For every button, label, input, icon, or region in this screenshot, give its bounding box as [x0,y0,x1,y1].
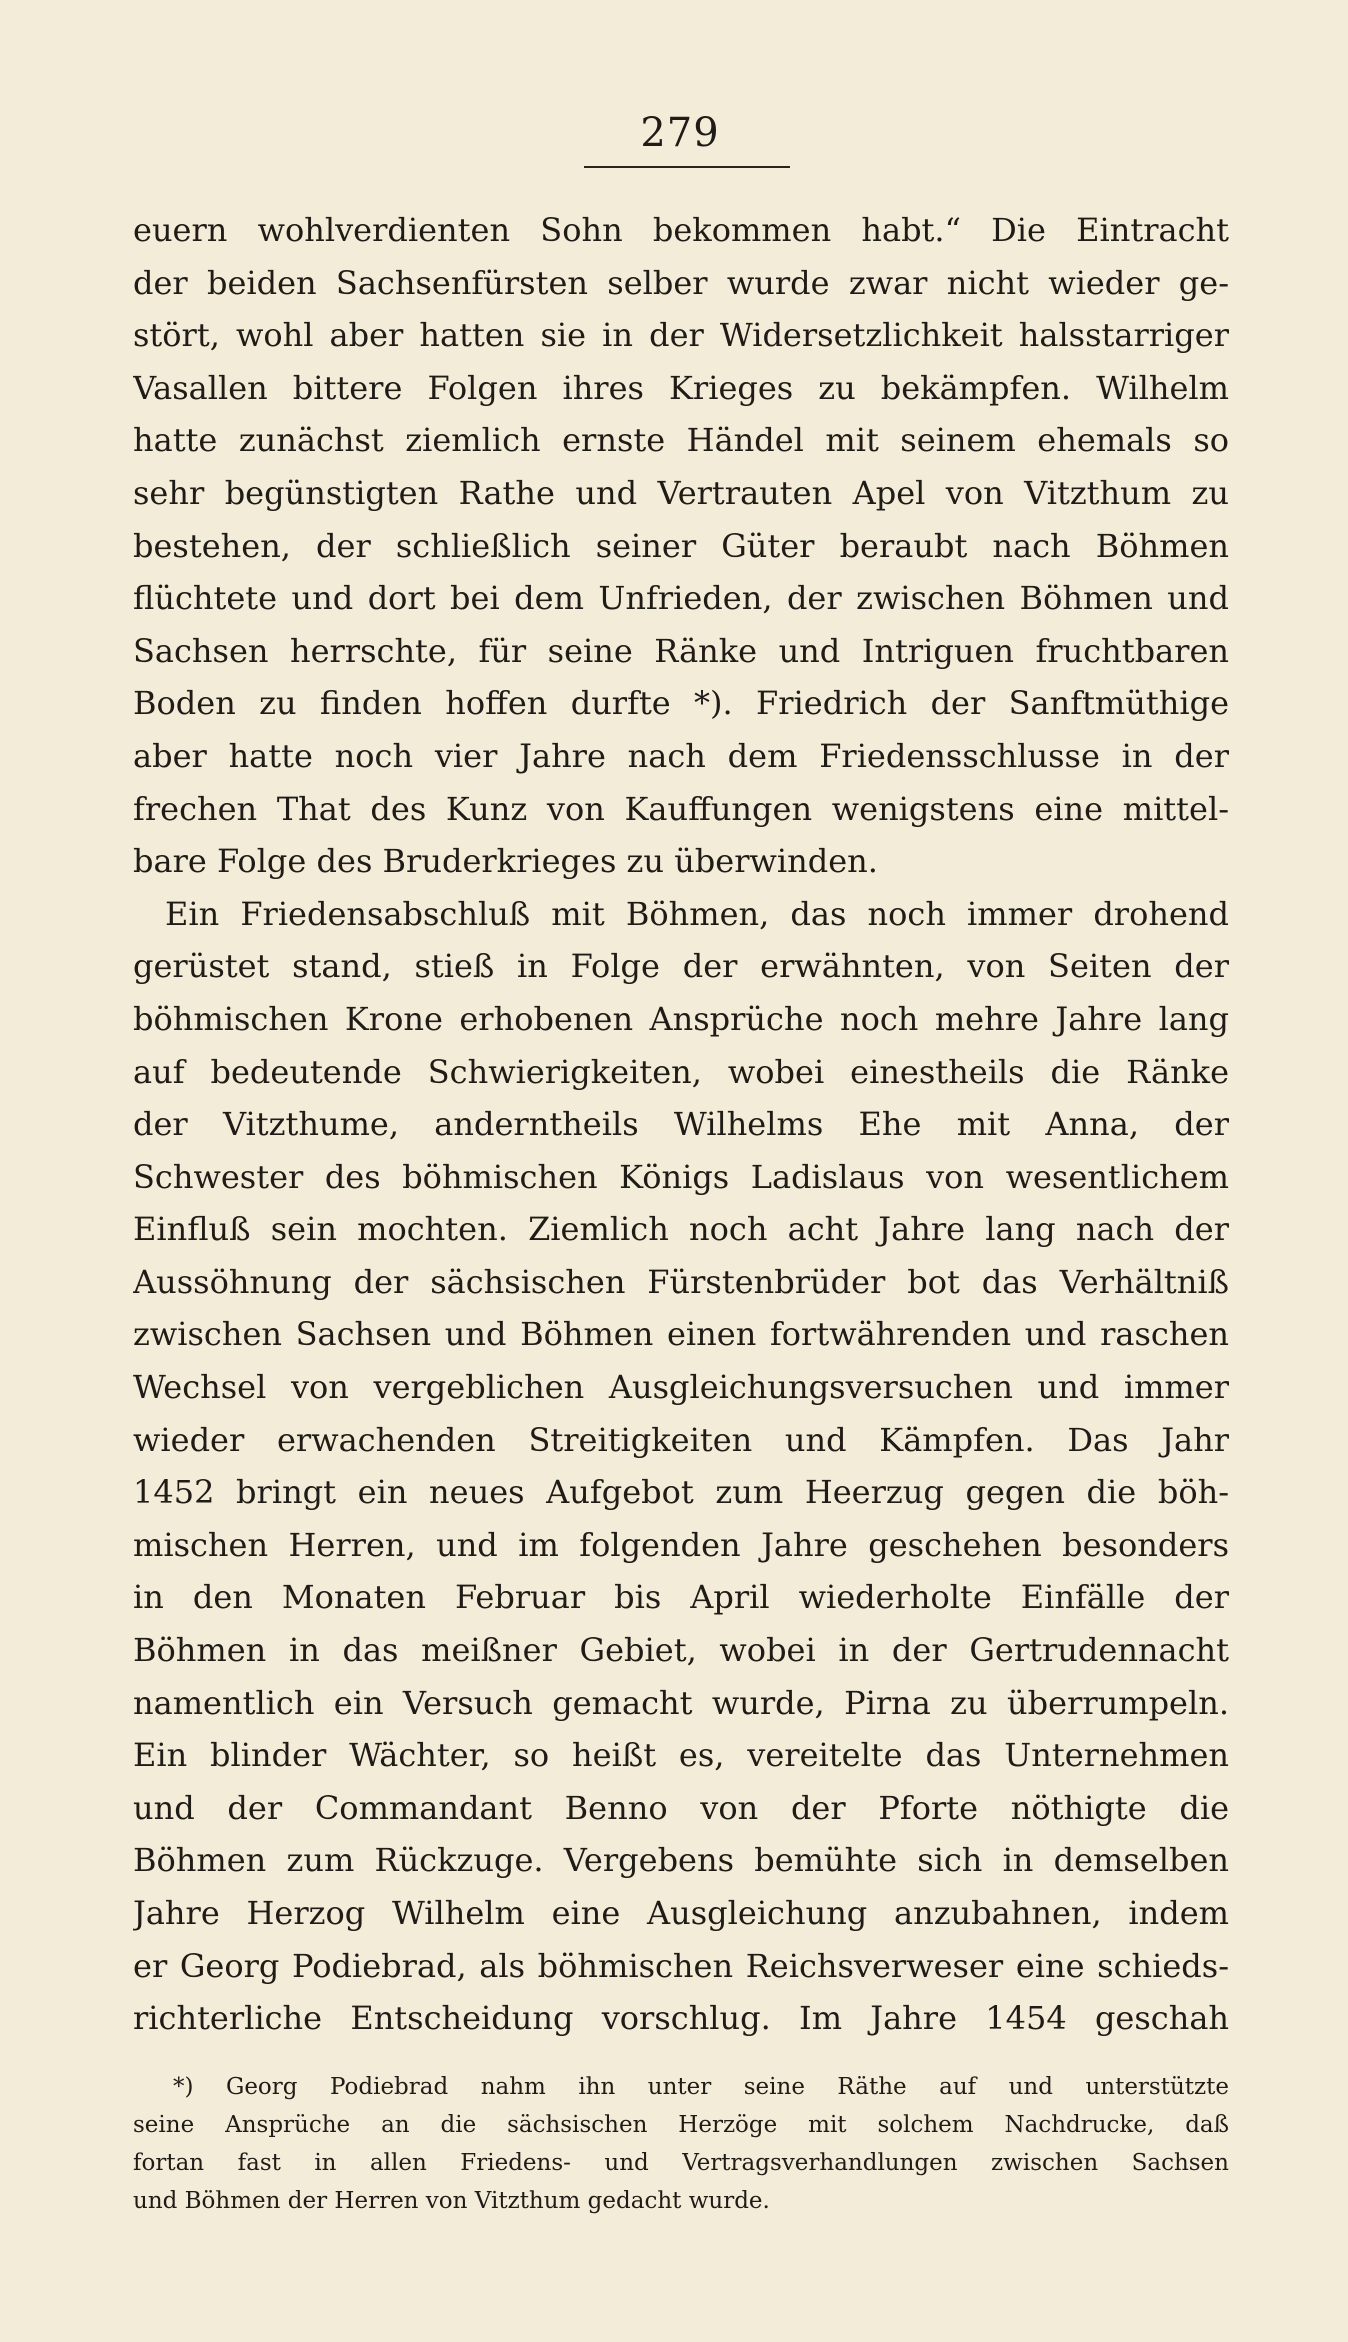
text-line: Aussöhnung der sächsischen Fürstenbrüder bot das Verhältniß [133,1262,1229,1301]
text-line: Wechsel von vergeblichen Ausgleichungsversuchen und immer [133,1368,1229,1407]
text-line: sehr begünstigten Rathe und Vertrauten Apel von Vitzthum zu [133,473,1229,512]
text-line: zwischen Sachsen und Böhmen einen fortwährenden und raschen [133,1315,1229,1354]
text-line: Böhmen zum Rückzuge. Vergebens bemühte sich in demselben [133,1841,1229,1880]
text-line: in den Monaten Februar bis April wiederholte Einfälle der [133,1578,1229,1617]
text-line: und der Commandant Benno von der Pforte nöthigte die [133,1788,1229,1827]
footnote-line: fortan fast in allen Friedens- und Vertragsverhandlungen zwischen Sachsen [133,2150,1229,2176]
text-line: wieder erwachenden Streitigkeiten und Kämpfen. Das Jahr [133,1420,1229,1459]
text-line: bestehen, der schließlich seiner Güter beraubt nach Böhmen [133,526,1229,565]
footnote-line: *) Georg Podiebrad nahm ihn unter seine Räthe auf und unterstützte [173,2074,1229,2100]
text-line: frechen That des Kunz von Kauffungen wenigstens eine mittel- [133,789,1229,828]
text-line: Schwester des böhmischen Königs Ladislaus von wesentlichem [133,1157,1229,1196]
text-line: richterliche Entscheidung vorschlug. Im Jahre 1454 geschah [133,1999,1229,2038]
text-line: Böhmen in das meißner Gebiet, wobei in der Gertrudennacht [133,1631,1229,1670]
header-rule [584,166,790,168]
text-line: Einfluß sein mochten. Ziemlich noch acht Jahre lang nach der [133,1210,1229,1249]
text-line: 1452 bringt ein neues Aufgebot zum Heerzug gegen die böh- [133,1473,1229,1512]
footnote [133,2068,1229,2220]
text-line: Vasallen bittere Folgen ihres Krieges zu bekämpfen. Wilhelm [133,368,1229,407]
page-number: 279 [640,110,720,156]
text-line: namentlich ein Versuch gemacht wurde, Pirna zu überrumpeln. [133,1683,1229,1722]
text-line: euern wohlverdienten Sohn bekommen habt.“ Die Eintracht [133,211,1229,249]
text-line: bare Folge des Bruderkrieges zu überwinden. [133,842,878,881]
text-line: mischen Herren, und im folgenden Jahre geschehen besonders [133,1525,1229,1564]
body-text [133,204,1229,2045]
text-line: auf bedeutende Schwierigkeiten, wobei einestheils die Ränke [133,1052,1229,1091]
text-line: flüchtete und dort bei dem Unfrieden, der zwischen Böhmen und [133,579,1229,618]
text-line: stört, wohl aber hatten sie in der Widersetzlichkeit halsstarriger [133,316,1229,355]
text-line: böhmischen Krone erhobenen Ansprüche noch mehre Jahre lang [133,999,1229,1038]
text-line: der Vitzthume, anderntheils Wilhelms Ehe mit Anna, der [133,1105,1229,1144]
text-line: Jahre Herzog Wilhelm eine Ausgleichung anzubahnen, indem [133,1894,1229,1932]
text-line: Sachsen herrschte, für seine Ränke und Intriguen fruchtbaren [133,631,1229,670]
text-line: aber hatte noch vier Jahre nach dem Friedensschlusse in der [133,736,1229,775]
text-line: der beiden Sachsenfürsten selber wurde zwar nicht wieder ge- [133,263,1229,302]
paragraph-start-line: Ein Friedensabschluß mit Böhmen, das noch immer drohend [165,894,1229,933]
text-line: Boden zu finden hoffen durfte *). Friedrich der Sanftmüthige [133,684,1229,723]
text-line: gerüstet stand, stieß in Folge der erwähnten, von Seiten der [133,947,1229,986]
footnote-line: und Böhmen der Herren von Vitzthum gedacht wurde. [133,2188,770,2214]
text-line: hatte zunächst ziemlich ernste Händel mit seinem ehemals so [133,421,1229,460]
text-line: Ein blinder Wächter, so heißt es, vereitelte das Unternehmen [133,1736,1229,1775]
footnote-line: seine Ansprüche an die sächsischen Herzöge mit solchem Nachdrucke, daß [133,2112,1229,2138]
text-line: er Georg Podiebrad, als böhmischen Reichsverweser eine schieds- [133,1946,1229,1985]
